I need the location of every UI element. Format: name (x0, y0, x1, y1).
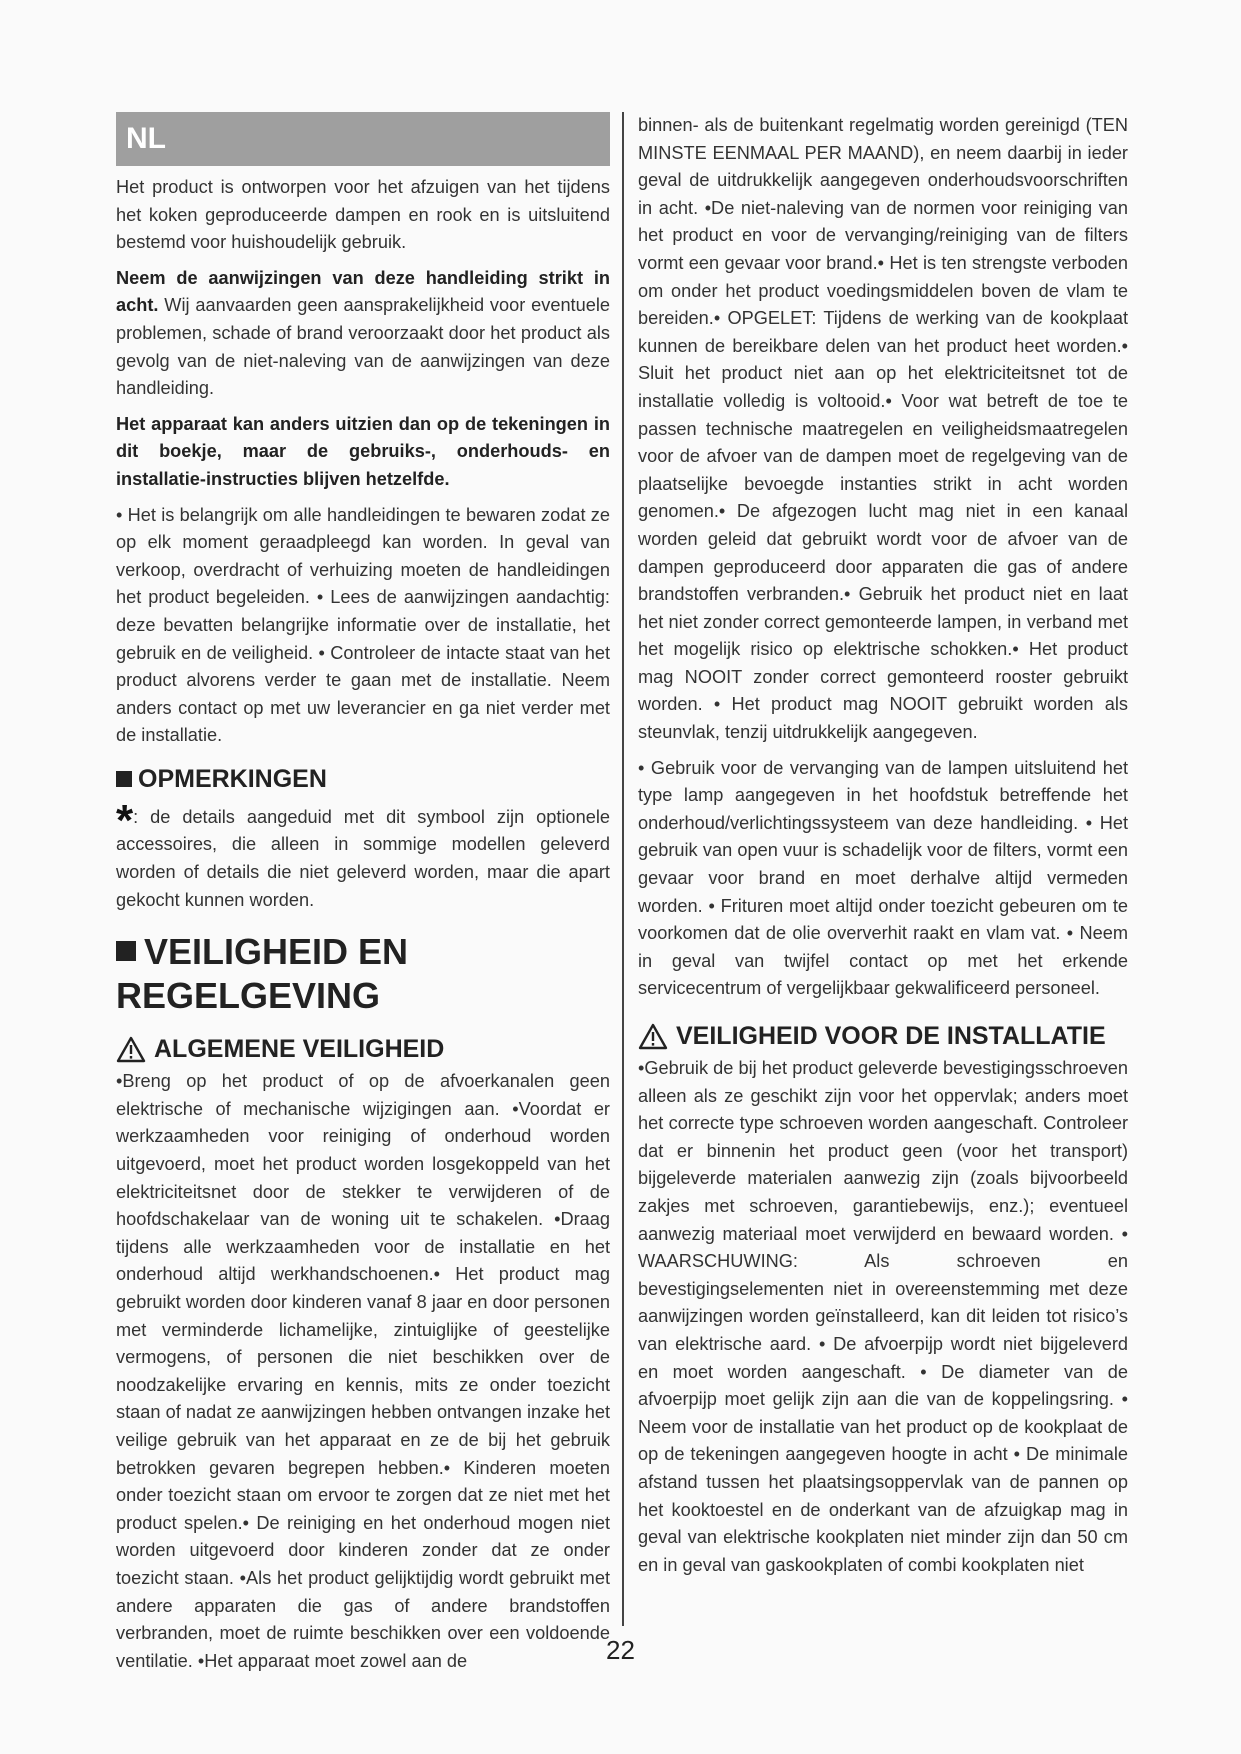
installation-safety-paragraph: •Gebruik de bij het product geleverde bevestigingsschroeven alleen als ze geschikt zijn voor het oppervlak; anders moet het correcte type schroeven worden aangeschaft. Controleer dat er binnenin het product geen (voor het transport) bijgeleverde materialen aanwezig zijn (zoals bijvoorbeeld zakjes met schroeven, garantiebewijs, enz.); eventueel aanwezig materiaal moet verwijderd en bewaard worden. • WAARSCHUWING: Als schroeven en bevestigingselementen niet in overeenstemming met deze aanwijzingen worden geïnstalleerd, kan dit leiden tot risico’s van elektrische aard. • De afvoerpijp wordt niet bijgeleverd en moet worden aangeschaft. • De diameter van de afvoerpijp moet gelijk zijn aan die van de koppelingsring. • Neem voor de installatie van het product op de kookplaat de op de tekeningen aangegeven hoogte in acht • De minimale afstand tussen het plaatsingsoppervlak van de pannen op het kooktoestel en de onderkant van de afzuigkap mag in geval van elektrische kookplaten niet minder zijn dan 50 cm en in geval van gaskookplaten of combi kookplaten niet (638, 1058, 1128, 1575)
safety-title-line-1: VEILIGHEID EN (144, 931, 409, 973)
language-band: NL (116, 112, 610, 166)
instructions-warning-text: Wij aanvaarden geen aansprakelijkheid voor eventuele problemen, schade of brand veroorzaakt door het product als gevolg van de niet-naleving van de aanwijzingen van deze handleiding. (116, 295, 610, 399)
safety-regulation-heading (116, 930, 610, 1018)
general-safety-title: ALGEMENE VEILIGHEID (154, 1035, 445, 1064)
page-number: 22 (606, 1635, 635, 1665)
keep-manuals-paragraph: • Het is belangrijk om alle handleidingen te bewaren zodat ze op elk moment geraadpleegd kan worden. In geval van verkoop, overdracht of verhuizing moeten de handleidingen het product begeleiden. • Lees de aanwijzingen aandachtig: deze bevatten belangrijke informatie over de installatie, het gebruik en de veiligheid. • Controleer de intacte staat van het product alvorens verder te gaan met de installatie. Neem anders contact op met uw leverancier en ga niet verder met de installatie. (116, 504, 610, 746)
cleaning-continued-paragraph: binnen- als de buitenkant regelmatig worden gereinigd (TEN MINSTE EENMAAL PER MAAND), en neem daarbij in ieder geval de uitdrukkelijk aangegeven onderhoudsvoorschriften in acht. •De niet-naleving van de normen voor reiniging van het product en voor de vervanging/reiniging van de filters vormt een gevaar voor brand.• Het is ten strengste verboden om onder het product voedingsmiddelen boven de vlam te bereiden.• OPGELET: Tijdens de werking van de kookplaat kunnen de bereikbare delen van het product heet worden.• Sluit het product niet aan op het elektriciteitsnet tot de installatie volledig is voltooid.• Voor wat betreft de toe te passen technische maatregelen en veiligheidsmaatregelen voor de afvoer van de dampen moet de regelgeving van de plaatselijke bevoegde instanties strikt in acht worden genomen.• De afgezogen lucht mag niet in een kanaal worden geleid dat gebruikt wordt voor de afvoer van de dampen geproduceerd door apparaten die gas of andere brandstoffen verbranden.• Gebruik het product niet en laat het niet zonder correct gemonteerde lampen, in verband met het mogelijk risico op elektrische schokken.• Het product mag NOOIT zonder correct gemonteerd rooster gebruikt worden. • Het product mag NOOIT gebruikt worden als steunvlak, tenzij uitdrukkelijk aangegeven. (638, 115, 1128, 743)
warning-triangle-icon (638, 1023, 668, 1050)
appearance-note-paragraph (116, 411, 610, 494)
warning-triangle-icon (116, 1036, 146, 1063)
square-bullet-icon (116, 771, 132, 787)
safety-title-line-2: REGELGEVING (116, 975, 381, 1017)
square-bullet-icon (116, 941, 136, 961)
remarks-heading (116, 764, 610, 794)
installation-safety-title: VEILIGHEID VOOR DE INSTALLATIE (676, 1022, 1106, 1050)
appearance-note-bold: Het apparaat kan anders uitzien dan op de tekeningen in dit boekje, maar de gebruiks-, onderhouds- en installatie-instructies blijven hetzelfde. (116, 413, 610, 489)
remarks-title: OPMERKINGEN (138, 764, 327, 793)
right-column (638, 112, 1128, 1579)
general-safety-paragraph: •Breng op het product of op de afvoerkanalen geen elektrische of mechanische wijzigingen aan. •Voordat er werkzaamheden voor reiniging of onderhoud worden uitgevoerd, moet het product worden losgekoppeld van het elektriciteitsnet door de stekker te verwijderen of de hoofdschakelaar van de woning uit te schakelen. •Draag tijdens alle werkzaamheden voor de installatie en het onderhoud altijd werkhandschoenen.• Het product mag gebruikt worden door kinderen vanaf 8 jaar en door personen met verminderde lichamelijke, zintuiglijke of geestelijke vermogens, of personen die niet beschikken over de noodzakelijke ervaring en kennis, mits ze onder toezicht staan of nadat ze aanwijzingen hebben ontvangen inzake het veilige gebruik van het apparaat en ze de bij het gebruik betrokken gevaren begrepen hebben.• Kinderen moeten onder toezicht staan om ervoor te zorgen dat ze niet met het product spelen.• De reiniging en het onderhoud mogen niet worden uitgevoerd door kinderen zonder dat ze onder toezicht staan. •Als het product gelijktijdig wordt gebruikt met andere apparaten die gas of andere brandstoffen verbranden, moet de ruimte beschikken over een voldoende ventilatie. •Het apparaat moet zowel aan de (116, 1071, 610, 1671)
asterisk-symbol-icon: * (116, 795, 134, 845)
intro-paragraph: Het product is ontworpen voor het afzuigen van het tijdens het koken geproduceerde dampen en rook en is uitsluitend bestemd voor huishoudelijk gebruik. (116, 177, 610, 253)
instructions-warning-bold: Neem de aanwijzingen van deze handleiding strikt in acht. (116, 267, 610, 316)
remarks-text: : de details aangeduid met dit symbool zijn optionele accessoires, die alleen in sommige modellen geleverd worden of details die niet geleverd worden, maar die apart gekocht kunnen worden. (116, 806, 610, 910)
general-safety-heading (116, 1034, 610, 1064)
installation-safety-heading (638, 1021, 1128, 1051)
remarks-paragraph (116, 795, 610, 914)
left-column (116, 112, 610, 1675)
instructions-warning-paragraph (116, 265, 610, 403)
lamps-paragraph: • Gebruik voor de vervanging van de lampen uitsluitend het type lamp aangegeven in het hoofdstuk betreffende het onderhoud/verlichtingssysteem van deze handleiding. • Het gebruik van open vuur is schadelijk voor de filters, vormt een gevaar voor brand en moet derhalve altijd vermeden worden. • Frituren moet altijd onder toezicht gebeuren om te voorkomen dat de olie oververhit raakt en vlam vat. • Neem in geval van twijfel contact op met het erkende servicecentrum of vergelijkbaar gekwalificeerd personeel. (638, 757, 1128, 999)
column-divider (622, 112, 624, 1626)
